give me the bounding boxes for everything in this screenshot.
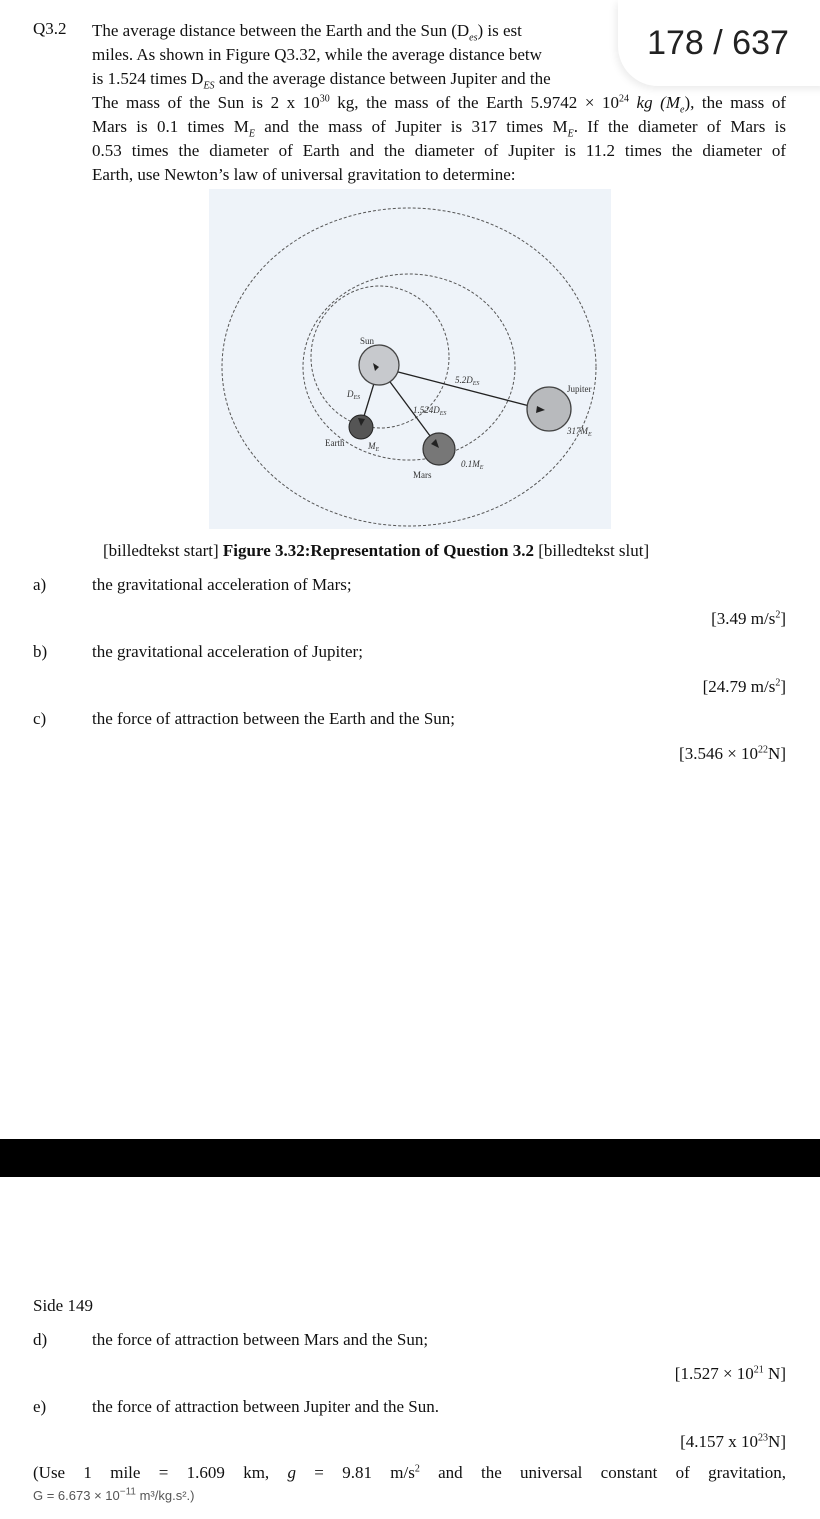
part-question: the gravitational acceleration of Mars;	[92, 575, 352, 594]
mars-label: Mars	[413, 470, 432, 480]
mars-distance-label: $1.524D_{ES}$	[413, 405, 447, 417]
earth-label: Earth	[325, 438, 345, 448]
figure-background	[209, 189, 611, 529]
page-counter: 178 / 637	[618, 0, 820, 86]
side-number: Side 149	[33, 1296, 93, 1315]
sun-label: Sun	[360, 336, 375, 346]
part-question: the gravitational acceleration of Jupiter;	[92, 642, 363, 661]
part-answer: [$1.527 \times 10^{21}$ N]	[674, 1364, 786, 1383]
part-label: a)	[33, 575, 47, 594]
part-question: the force of attraction between Mars and the Sun;	[92, 1330, 429, 1349]
question-line: Mars is 0.1 times $M_E$ and the mass of Jupiter is 317 times $M_E$. If the diameter of Mars is	[92, 117, 787, 140]
usage-note: (Use 1 mile = 1.609 km, g = 9.81 $m/s^2$ and the universal constant of gravitation,	[33, 1463, 786, 1482]
question-line: The average distance between the Earth and the Sun $(D_{es})$ is est	[92, 21, 522, 44]
mars-body	[423, 433, 455, 465]
question-number: Q3.2	[33, 19, 67, 38]
question-line: miles. As shown in Figure Q3.32, while the average distance betw	[92, 45, 542, 64]
mars-mass-label: $0.1M_E$	[461, 459, 484, 471]
sun-body	[359, 345, 399, 385]
jupiter-body	[527, 387, 571, 431]
part-answer: [4.157 x $10^{23}N$]	[680, 1432, 786, 1451]
part-label: c)	[33, 709, 47, 728]
question-line: 0.53 times the diameter of Earth and the diameter of Jupiter is 11.2 times the diameter of	[92, 141, 786, 160]
gravitational-constant: $G = 6.673 \times 10^{-11}$ m³/kg.s².)	[33, 1486, 195, 1503]
part-label: e)	[33, 1397, 47, 1416]
part-answer: $[3.546 \times 10^{22}N]$	[679, 744, 786, 763]
jupiter-distance-label: $5.2D_{ES}$	[455, 375, 480, 387]
question-line: Earth, use Newton’s law of universal gravitation to determine:	[92, 165, 516, 184]
jupiter-mass-label: $317M_E$	[567, 426, 592, 438]
jupiter-label: Jupiter	[567, 384, 592, 394]
question-line: The mass of the Sun is 2 x $10^{30}$ kg, the mass of the Earth $5.9742 \times 10^{24}$ kg $(M_e)$, the mass of	[92, 93, 787, 116]
figure-caption: [billedtekst start] Figure 3.32:Representation of Question 3.2 [billedtekst slut]	[103, 541, 650, 560]
question-line: is 1.524 times $D_{ES}$ and the average distance between Jupiter and the	[92, 69, 551, 92]
part-question: the force of attraction between Jupiter and the Sun.	[92, 1397, 439, 1416]
part-label: d)	[33, 1330, 48, 1349]
part-label: b)	[33, 642, 48, 661]
part-answer: [24.79 $m/s^2$]	[702, 677, 786, 696]
solar-system-figure	[209, 189, 611, 529]
earth-mass-label: $M_E$	[368, 441, 380, 453]
des-label: $D_{ES}$	[347, 389, 361, 401]
part-question: the force of attraction between the Earth and the Sun;	[92, 709, 455, 728]
page-break-bar	[0, 1139, 820, 1177]
part-answer: [3.49 $m/s^2$]	[711, 609, 786, 628]
